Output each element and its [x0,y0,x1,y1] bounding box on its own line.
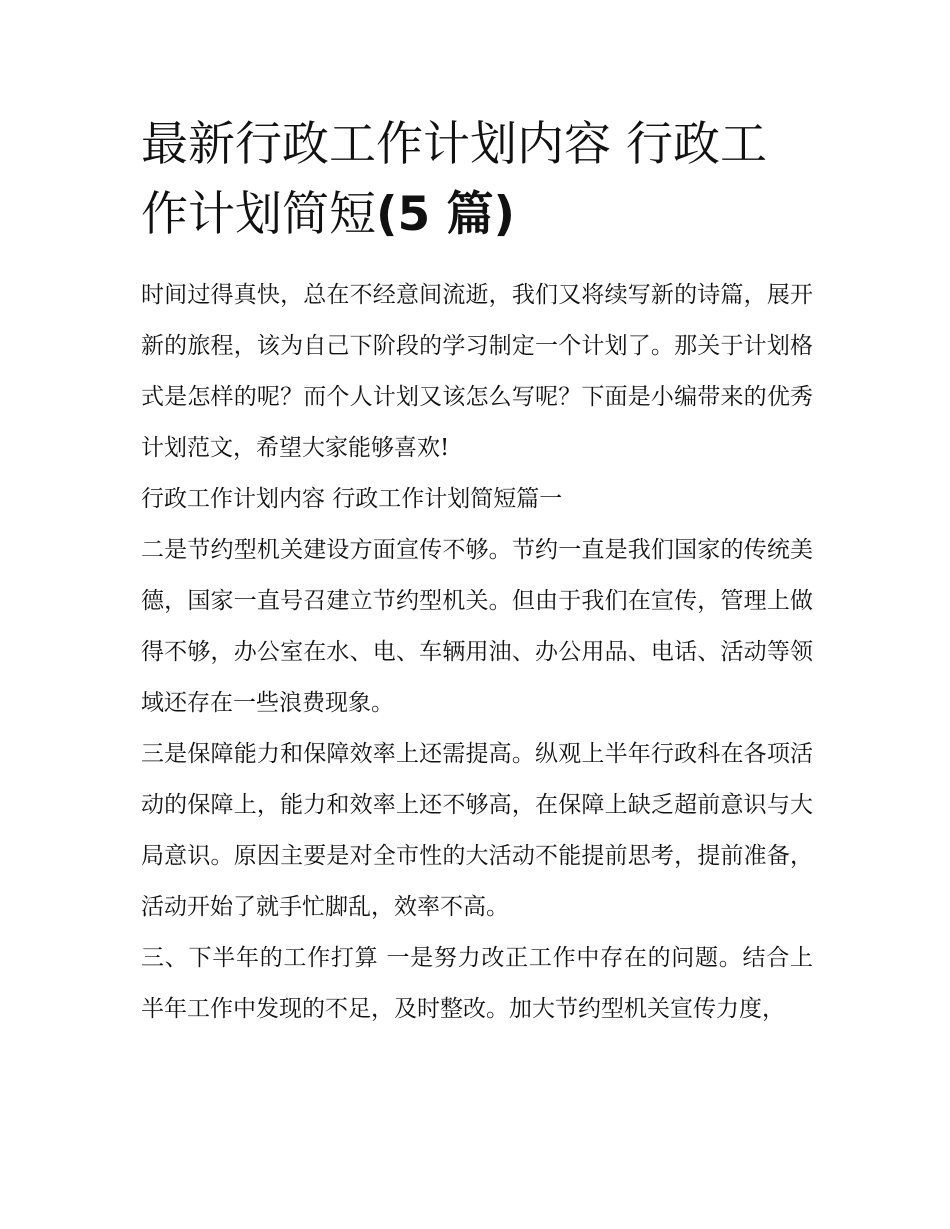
body-paragraph-support: 三是保障能力和保障效率上还需提高。纵观上半年行政科在各项活动的保障上，能力和效率上还不够高，在保障上缺乏超前意识与大局意识。原因主要是对全市性的大活动不能提前思考，提前准备，活动开始了就手忙脚乱，效率不高。 [141,741,813,920]
section-heading: 行政工作计划内容 行政工作计划简短篇一 [141,486,563,512]
document-title-main: 最新行政工作计划内容 行政工作计划简短 [141,117,767,242]
body-paragraph-plan: 三、下半年的工作打算 一是努力改正工作中存在的问题。结合上半年工作中发现的不足，及时整改。加大节约型机关宣传力度， [141,945,813,1022]
document-title [141,110,813,250]
document-content [141,110,813,1035]
document-body [141,270,813,1035]
intro-paragraph: 时间过得真快，总在不经意间流逝，我们又将续写新的诗篇，展开新的旅程，该为自己下阶段的学习制定一个计划了。那关于计划格式是怎样的呢？而个人计划又该怎么写呢？下面是小编带来的优秀计划范文，希望大家能够喜欢! [141,282,813,461]
body-paragraph-economy: 二是节约型机关建设方面宣传不够。节约一直是我们国家的传统美德，国家一直号召建立节约型机关。但由于我们在宣传，管理上做得不够，办公室在水、电、车辆用油、办公用品、电话、活动等领域还存在一些浪费现象。 [141,537,813,716]
document-title-count: (5 篇) [376,187,516,242]
